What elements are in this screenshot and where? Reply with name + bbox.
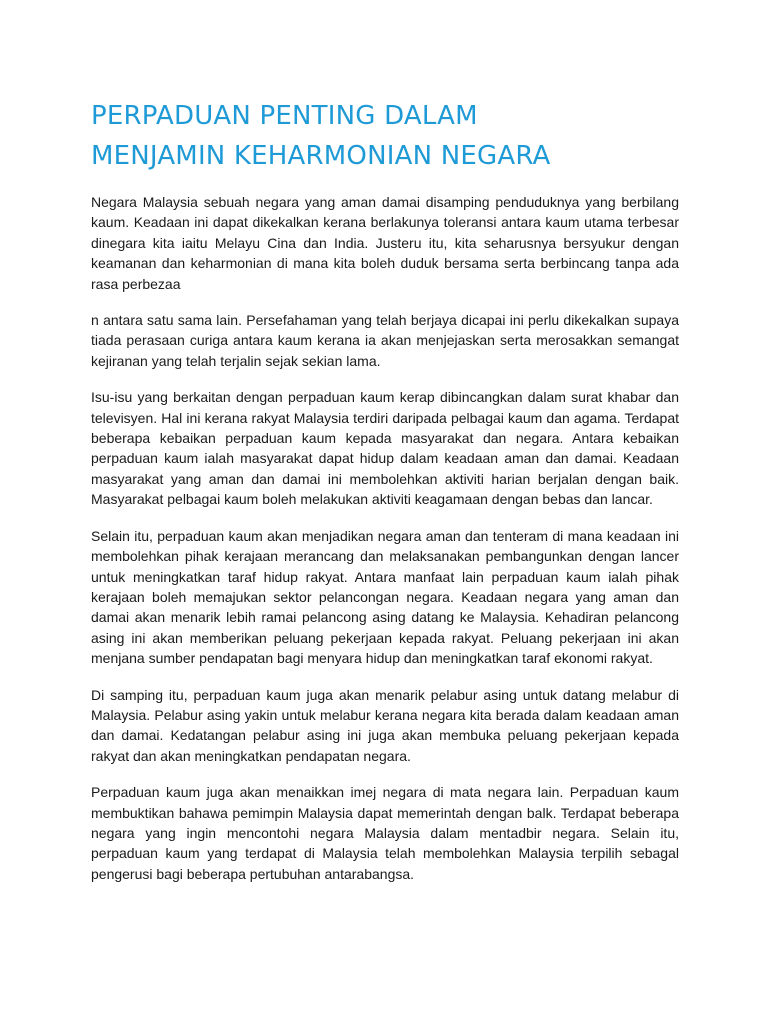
paragraph-4: Selain itu, perpaduan kaum akan menjadikan negara aman dan tenteram di mana keadaan ini membolehkan pihak kerajaan merancang dan melaksanakan pembangunkan dengan lancer untuk meningkatkan taraf hidup rakyat. Antara manfaat lain perpaduan kaum ialah pihak kerajaan boleh memajukan sektor pelancongan negara. Keadaan negara yang aman dan damai akan menarik lebih ramai pelancong asing datang ke Malaysia. Kehadiran pelancong asing ini akan memberikan peluang pekerjaan kepada rakyat. Peluang pekerjaan ini akan menjana sumber pendapatan bagi menyara hidup dan meningkatkan taraf ekonomi rakyat. [91, 527, 679, 667]
paragraph-6: Perpaduan kaum juga akan menaikkan imej negara di mata negara lain. Perpaduan kaum membuktikan bahawa pemimpin Malaysia dapat memerintah dengan balk. Terdapat beberapa negara yang ingin mencontohi negara Malaysia dalam mentadbir negara. Selain itu, perpaduan kaum yang terdapat di Malaysia telah membolehkan Malaysia terpilih sebagal pengerusi bagi beberapa pertubuhan antarabangsa. [91, 784, 679, 882]
title-line-1: PERPADUAN PENTING DALAM [91, 101, 478, 131]
document-title [91, 96, 679, 176]
paragraph-3: Isu-isu yang berkaitan dengan perpaduan kaum kerap dibincangkan dalam surat khabar dan televisyen. Hal ini kerana rakyat Malaysia terdiri daripada pelbagai kaum dan agama. Terdapat beberapa kebaikan perpaduan kaum kepada masyarakat dan negara. Antara kebaikan perpaduan kaum ialah masyarakat dapat hidup dalam keadaan aman dan damai. Keadaan masyarakat yang aman dan damai ini membolehkan aktiviti harian berjalan dengan baik. Masyarakat pelbagai kaum boleh melakukan aktiviti keagamaan dengan bebas dan lancar. [91, 389, 679, 508]
paragraph-1: Negara Malaysia sebuah negara yang aman damai disamping penduduknya yang berbilang kaum. Keadaan ini dapat dikekalkan kerana berlakunya toleransi antara kaum utama terbesar dinegara kita iaitu Melayu Cina dan India. Justeru itu, kita seharusnya bersyukur dengan keamanan dan keharmonian di mana kita boleh duduk bersama serta berbincang tanpa ada rasa perbezaa [91, 194, 679, 292]
paragraph-2: n antara satu sama lain. Persefahaman yang telah berjaya dicapai ini perlu dikekalkan supaya tiada perasaan curiga antara kaum kerana ia akan menjejaskan serta merosakkan semangat kejiranan yang telah terjalin sejak sekian lama. [91, 312, 679, 369]
title-line-2: MENJAMIN KEHARMONIAN NEGARA [91, 141, 551, 171]
paragraph-5: Di samping itu, perpaduan kaum juga akan menarik pelabur asing untuk datang melabur di Malaysia. Pelabur asing yakin untuk melabur kerana negara kita berada dalam keadaan aman dan damai. Kedatangan pelabur asing ini juga akan membuka peluang pekerjaan kepada rakyat dan akan meningkatkan pendapatan negara. [91, 686, 679, 764]
document-page [91, 96, 679, 900]
